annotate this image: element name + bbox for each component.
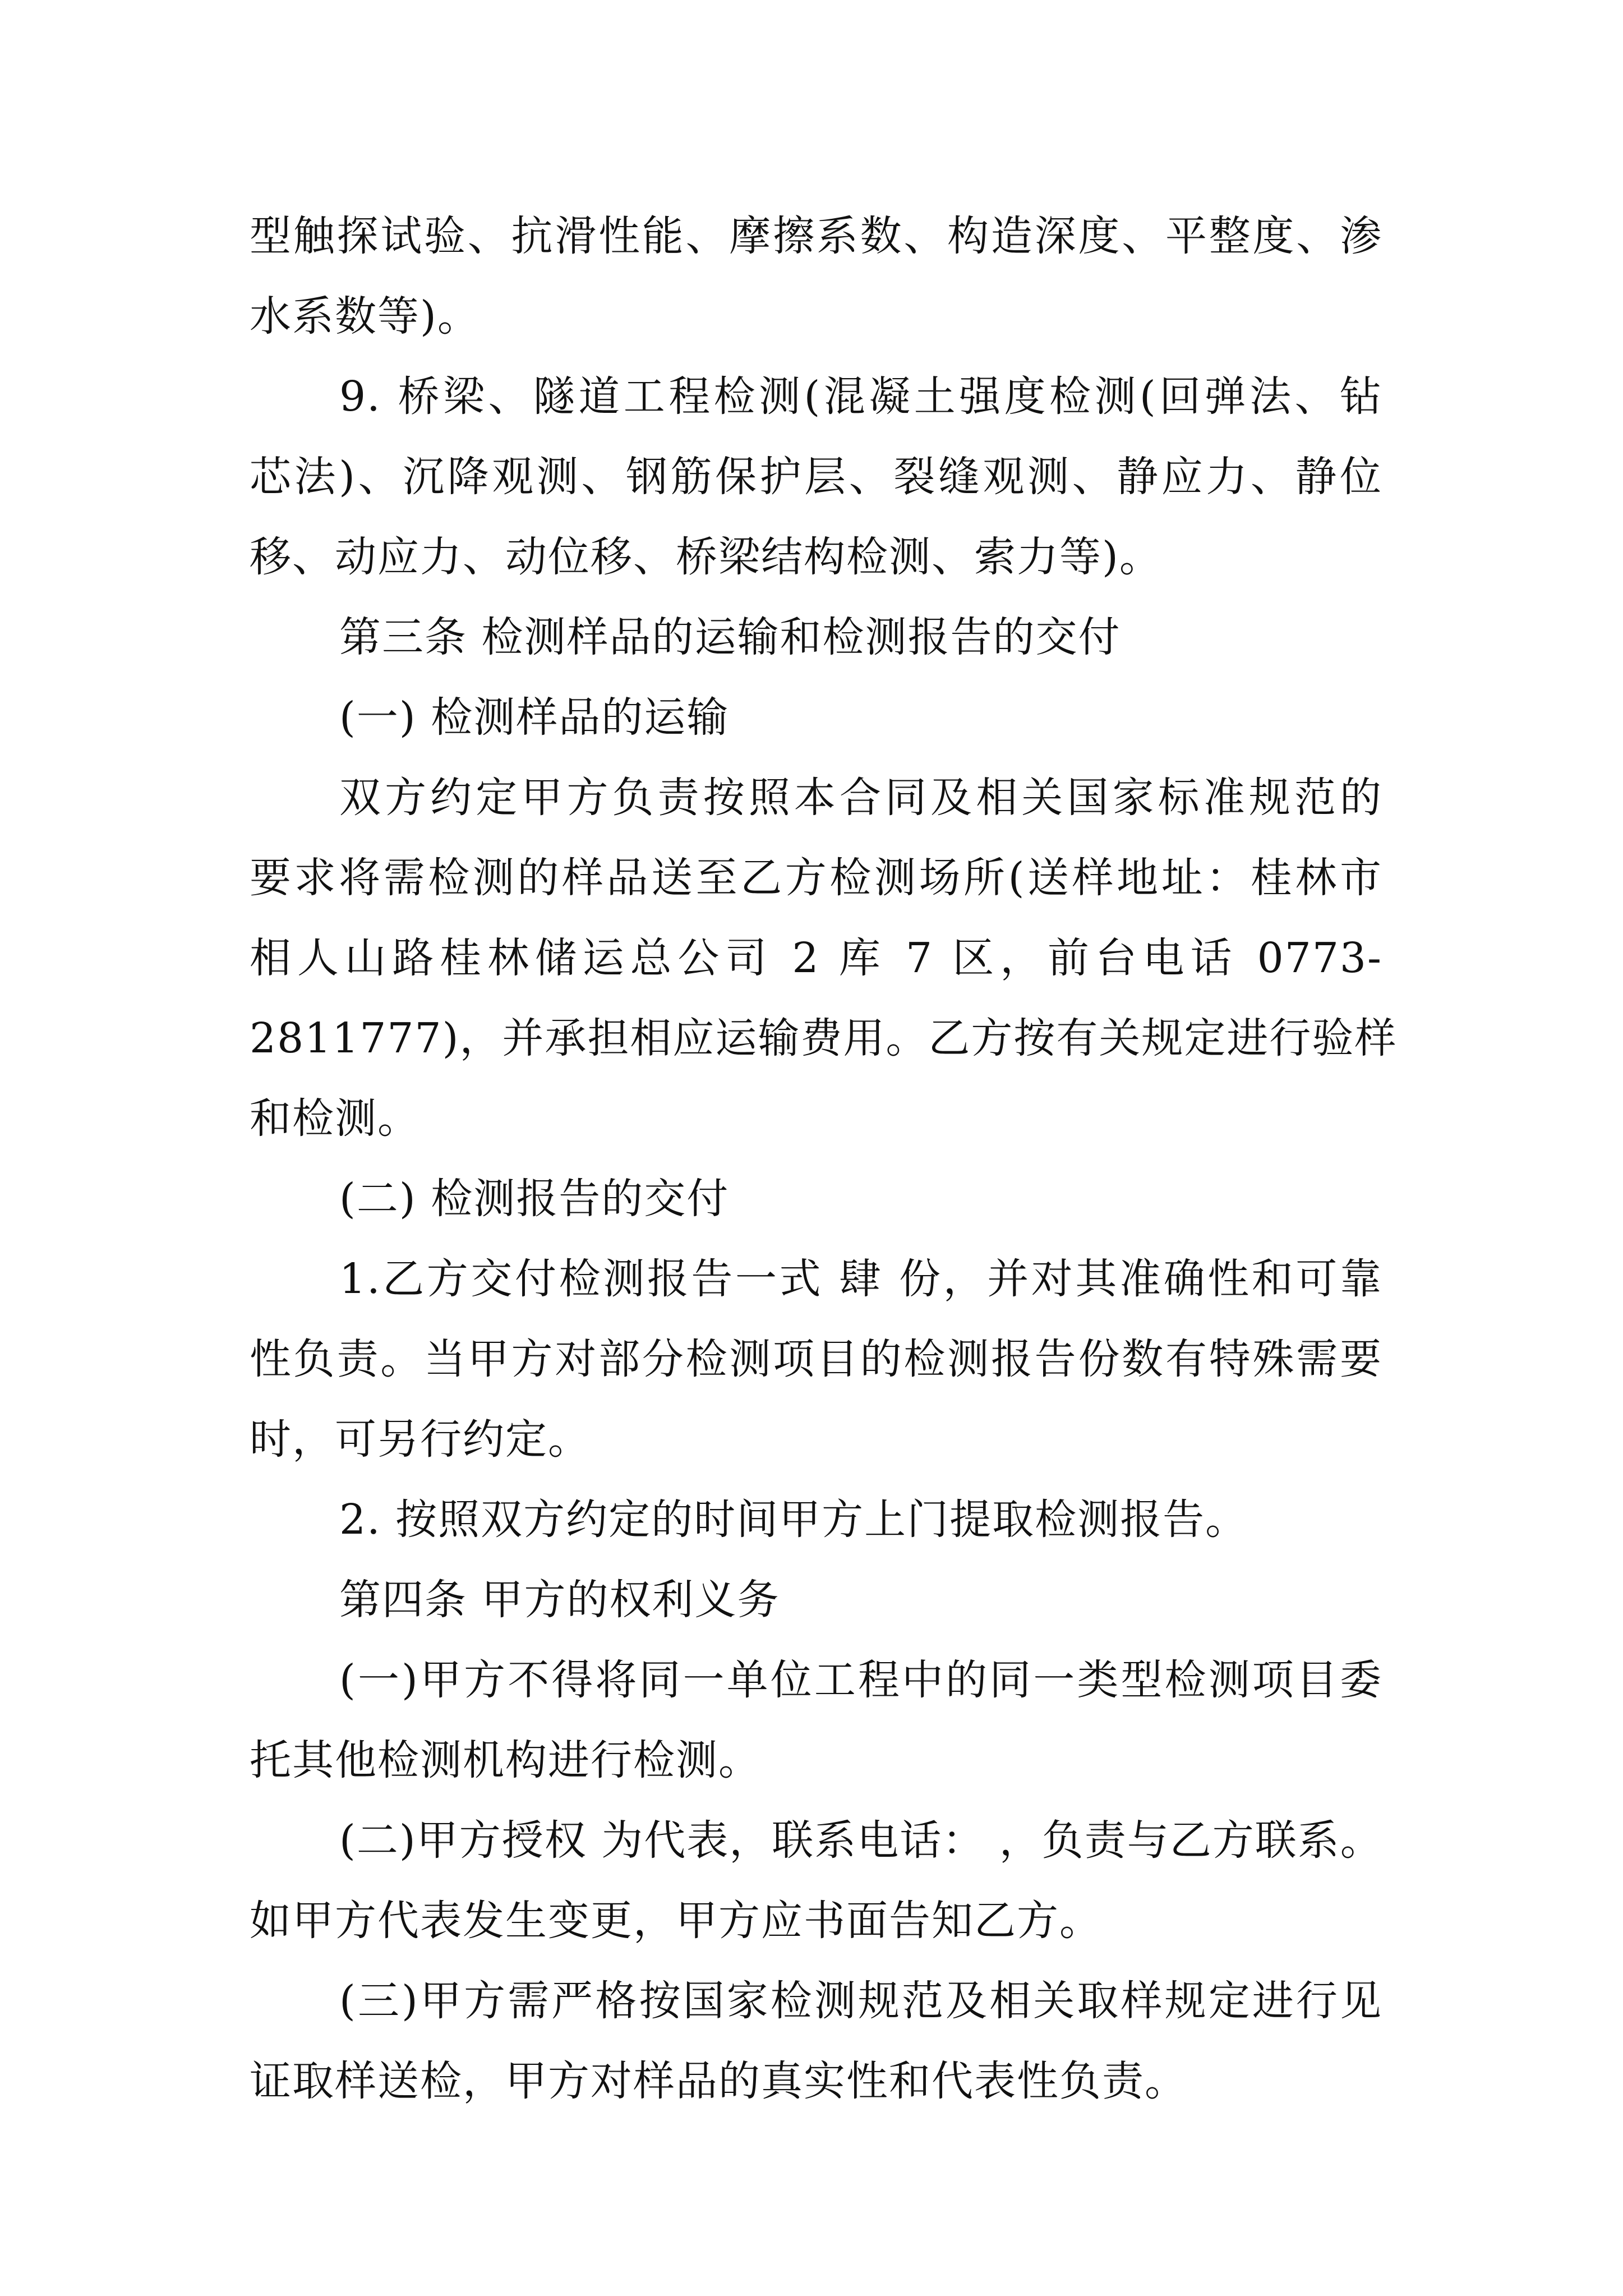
text-line: 2. 按照双方约定的时间甲方上门提取检测报告。	[339, 1496, 1248, 1544]
text-line: (一)甲方不得将同一单位工程中的同一类型检测项目委	[339, 1656, 1382, 1704]
text-line: 水系数等)。	[250, 292, 480, 341]
text-line: 型触探试验、抗滑性能、摩擦系数、构造深度、平整度、渗	[250, 212, 1382, 260]
text-line: 如甲方代表发生变更，甲方应书面告知乙方。	[250, 1897, 1102, 1945]
text-line: 性负责。当甲方对部分检测项目的检测报告份数有特殊需要	[250, 1335, 1382, 1383]
text-line: 9. 桥梁、隧道工程检测(混凝土强度检测(回弹法、钻	[339, 372, 1382, 421]
text-line: 2811777)，并承担相应运输费用。乙方按有关规定进行验样	[250, 1014, 1398, 1062]
text-line: (三)甲方需严格按国家检测规范及相关取样规定进行见	[339, 1977, 1382, 2025]
text-line: 和检测。	[250, 1094, 420, 1143]
text-line: 时，可另行约定。	[250, 1415, 591, 1464]
subsection-heading: (二) 检测报告的交付	[339, 1175, 730, 1223]
text-line: 芯法)、沉降观测、钢筋保护层、裂缝观测、静应力、静位	[250, 453, 1382, 501]
text-line: (二)甲方授权 为代表，联系电话： ，负责与乙方联系。	[339, 1816, 1383, 1865]
section-heading: 第三条 检测样品的运输和检测报告的交付	[339, 613, 1121, 661]
document-body	[250, 196, 1398, 2122]
text-line: 1.乙方交付检测报告一式 肆 份，并对其准确性和可靠	[339, 1255, 1382, 1303]
text-line: 相人山路桂林储运总公司 2 库 7 区，前台电话 0773-	[250, 934, 1382, 982]
text-line: 移、动应力、动位移、桥梁结构检测、索力等)。	[250, 533, 1162, 581]
subsection-heading: (一) 检测样品的运输	[339, 693, 730, 742]
text-line: 要求将需检测的样品送至乙方检测场所(送样地址：桂林市	[250, 854, 1382, 902]
text-line: 双方约定甲方负责按照本合同及相关国家标准规范的	[339, 774, 1382, 822]
text-line: 托其他检测机构进行检测。	[250, 1736, 761, 1784]
text-line: 证取样送检，甲方对样品的真实性和代表性负责。	[250, 2057, 1187, 2105]
section-heading: 第四条 甲方的权利义务	[339, 1576, 780, 1624]
